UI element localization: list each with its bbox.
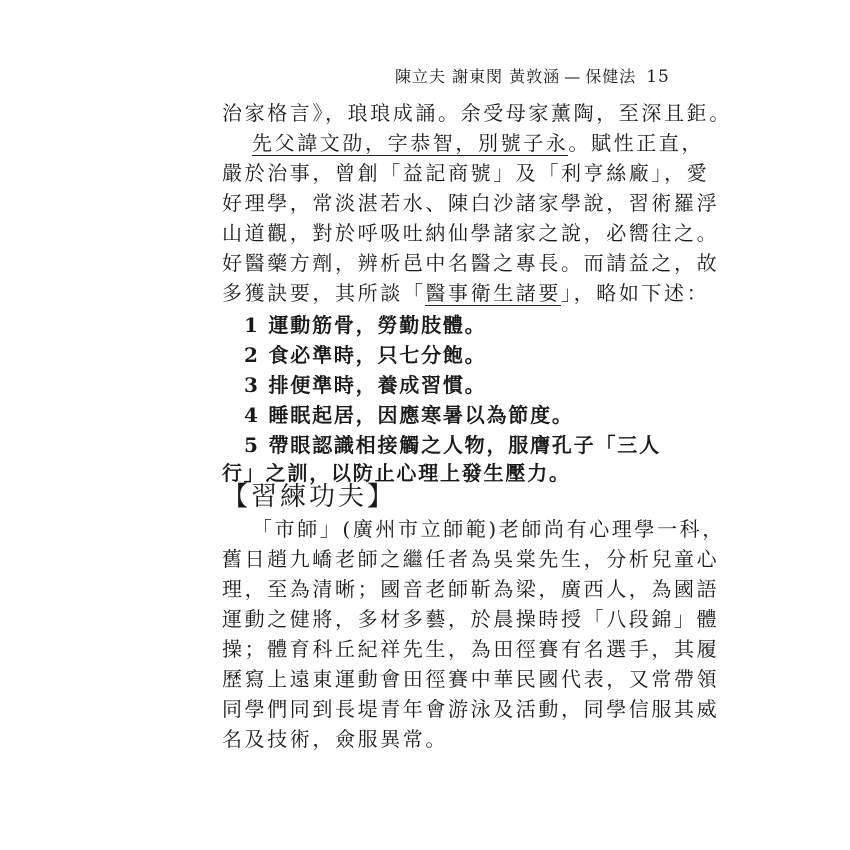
para2-line3: 理，至為清晰；國音老師靳為梁，廣西人，為國語 — [222, 577, 720, 601]
para1-line2-rest: 。賦性正直， — [568, 131, 705, 155]
para1-line4: 好理學，常淡湛若水、陳白沙諸家學說，習術羅浮 — [222, 191, 720, 215]
list-item-1: 1 運動筋骨，勞勤肢體。 — [244, 313, 487, 337]
para1-line6: 好醫藥方劑，辨析邑中名醫之專長。而請益之，故 — [222, 251, 720, 275]
running-header — [395, 64, 670, 90]
list-item-5-continued: 行」之訓，以防止心理上發生壓力。 — [222, 461, 571, 485]
para1-line3: 嚴於治事，曾創「益記商號」及「利亨絲廠」，愛 — [222, 161, 710, 185]
para1-line5: 山道觀，對於呼吸吐納仙學諸家之說，必嚮往之。 — [222, 221, 720, 245]
para1-line7 — [222, 278, 709, 308]
page-number: 15 — [646, 67, 670, 87]
para1-line2 — [252, 128, 704, 158]
para2-line4: 運動之健將，多材多藝，於晨操時授「八段錦」體 — [222, 607, 720, 631]
para2-line7: 同學們同到長堤青年會游泳及活動，同學信服其威 — [222, 697, 720, 721]
header-authors: 陳立夫 謝東閔 黃敦涵 — [395, 67, 561, 86]
header-section: 保健法 — [585, 67, 637, 86]
section-title: 【習練功夫】 — [222, 482, 397, 512]
para2-line6: 歷寫上遠東運動會田徑賽中華民國代表，又常帶領 — [222, 667, 720, 691]
para1-line7-post: 」，略如下述： — [561, 281, 710, 305]
list-item-3: 3 排便準時，養成習慣。 — [244, 373, 487, 397]
list-item-5: 5 帶眼認識相接觸之人物，服膺孔子「三人 — [244, 433, 661, 457]
para1-line7-pre: 多獲訣要，其所談「 — [222, 281, 426, 305]
para2-line8: 名及技術，僉服異常。 — [222, 727, 448, 751]
para2-line5: 操；體育科丘紀祥先生，為田徑賽有名選手，其履 — [222, 637, 720, 661]
para2-line1: 「市師」(廣州市立師範)老師尚有心理學一科， — [252, 517, 725, 541]
para2-line2: 舊日趙九嶠老師之繼任者為吳棠先生，分析兒童心 — [222, 547, 720, 571]
underlined-medical-essentials: 醫事衛生諸要 — [425, 281, 562, 305]
header-dash: — — [564, 67, 582, 86]
list-item-4: 4 睡眠起居，因應寒暑以為節度。 — [244, 403, 574, 427]
underlined-father-name: 先父諱文劭，字恭智，別號子永 — [252, 131, 569, 155]
list-item-2: 2 食必準時，只七分飽。 — [244, 343, 487, 367]
para1-line1: 治家格言》，琅琅成誦。余受母家薰陶，至深且鉅。 — [222, 101, 732, 125]
